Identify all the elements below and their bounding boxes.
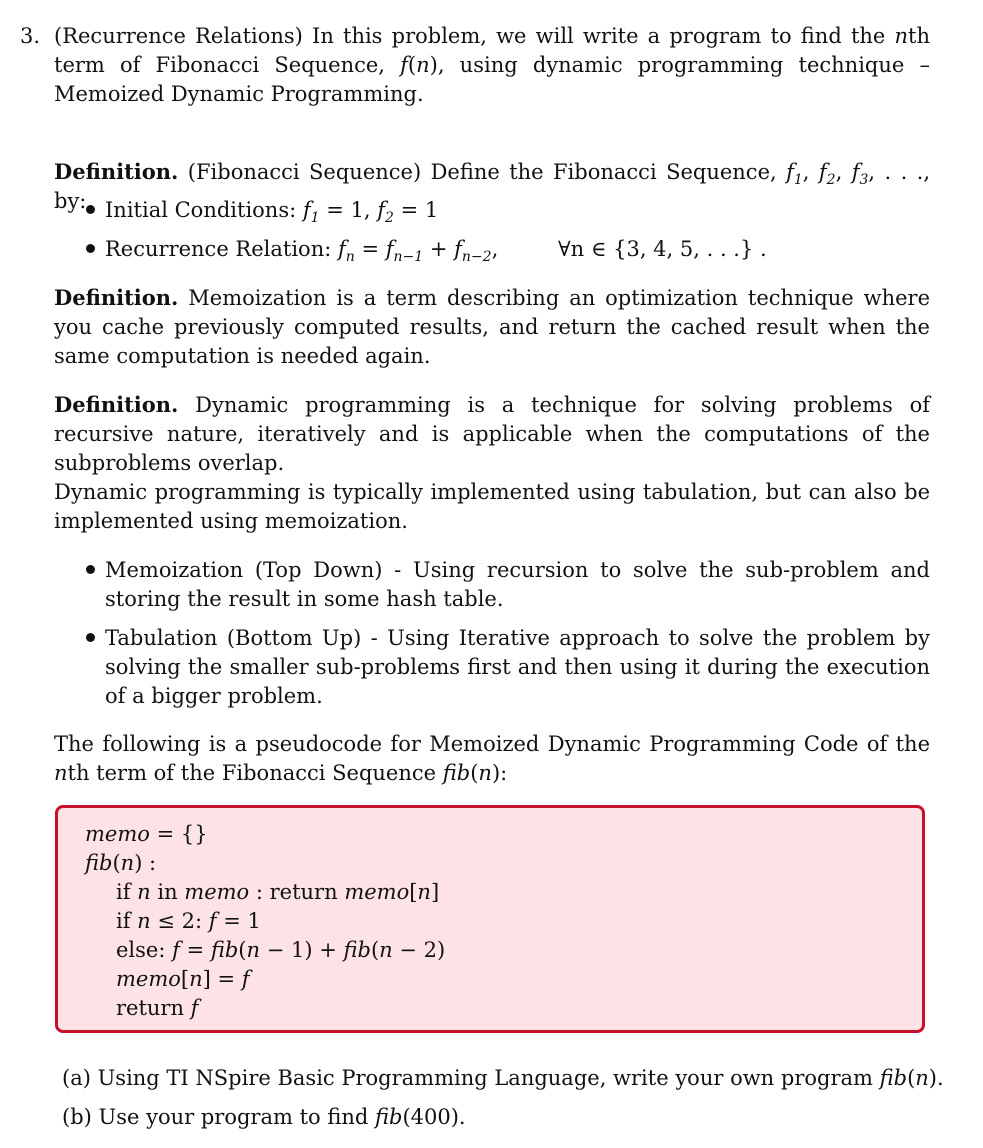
bullet-icon bbox=[86, 633, 95, 642]
definition-label: Definition. bbox=[54, 392, 179, 417]
problem-intro-text: (Recurrence Relations) In this problem, we will write a program to find the nth term of Fibonacci Sequence, f(n), using dynamic programming technique – Memoized Dynamic Programming. bbox=[54, 24, 930, 106]
code-line: else: f = fib(n − 1) + fib(n − 2) bbox=[116, 938, 446, 962]
task-text: Using TI NSpire Basic Programming Language, write your own program fib(n). bbox=[97, 1066, 944, 1090]
definition-text: Memoization is a term describing an optimization technique where you cache previously computed results, and return the cached result when the same computation is needed again. bbox=[54, 286, 930, 368]
code-line: memo = {} bbox=[85, 822, 208, 846]
code-line: memo[n] = f bbox=[116, 967, 250, 991]
code-line: if n in memo : return memo[n] bbox=[116, 880, 440, 904]
method-tabulation: Tabulation (Bottom Up) - Using Iterative approach to solve the problem by solving the smaller sub-problems first and then using it during the execution of a bigger problem. bbox=[105, 626, 930, 708]
domain-text: ∀n ∈ {3, 4, 5, . . .} . bbox=[558, 237, 767, 261]
problem-number: 3. bbox=[20, 24, 41, 48]
method-memoization: Memoization (Top Down) - Using recursion to solve the sub-problem and storing the result in some hash table. bbox=[105, 558, 930, 611]
definition-label: Definition. bbox=[54, 285, 179, 310]
recurrence-domain bbox=[558, 235, 767, 264]
task-label: (b) bbox=[62, 1105, 92, 1129]
definition-text: (Fibonacci Sequence) Define the Fibonacci Sequence, $f_1$, $f_2$, $f_3$, . . ., by: bbox=[54, 160, 931, 213]
problem-intro bbox=[54, 22, 930, 109]
pseudocode-box bbox=[55, 805, 925, 1033]
bullet-icon bbox=[86, 244, 95, 253]
task-text: Use your program to find fib(400). bbox=[98, 1105, 466, 1129]
definition-dynamic-programming bbox=[54, 390, 930, 478]
code-line: return f bbox=[116, 996, 199, 1020]
pseudocode-intro-text: The following is a pseudocode for Memoized Dynamic Programming Code of the nth term of the Fibonacci Sequence fib(n): bbox=[54, 732, 930, 785]
initial-conditions bbox=[105, 196, 438, 225]
definition-text: Dynamic programming is a technique for solving problems of recursive nature, iteratively and is applicable when the computations of the subproblems overlap. bbox=[54, 393, 930, 475]
dp-intro: Dynamic programming is typically implemented using tabulation, but can also be implemented using memoization. bbox=[54, 480, 930, 533]
task-label: (a) bbox=[62, 1066, 91, 1090]
task-b bbox=[62, 1103, 466, 1132]
pseudocode-intro bbox=[54, 730, 930, 788]
code-line: if n ≤ 2: f = 1 bbox=[116, 909, 261, 933]
code-line: fib(n) : bbox=[85, 851, 157, 875]
definition-label: Definition. bbox=[54, 159, 179, 184]
initial-conditions-text: Initial Conditions: $f_1 = 1$, $f_2 = 1$ bbox=[105, 198, 439, 227]
recurrence-relation bbox=[105, 235, 498, 264]
task-a bbox=[62, 1064, 944, 1093]
bullet-icon bbox=[86, 205, 95, 214]
definition-memoization bbox=[54, 283, 930, 371]
recurrence-text: Recurrence Relation: $f_n = f_{n-1} + f_{n-2}$, bbox=[105, 237, 499, 266]
bullet-icon bbox=[86, 565, 95, 574]
